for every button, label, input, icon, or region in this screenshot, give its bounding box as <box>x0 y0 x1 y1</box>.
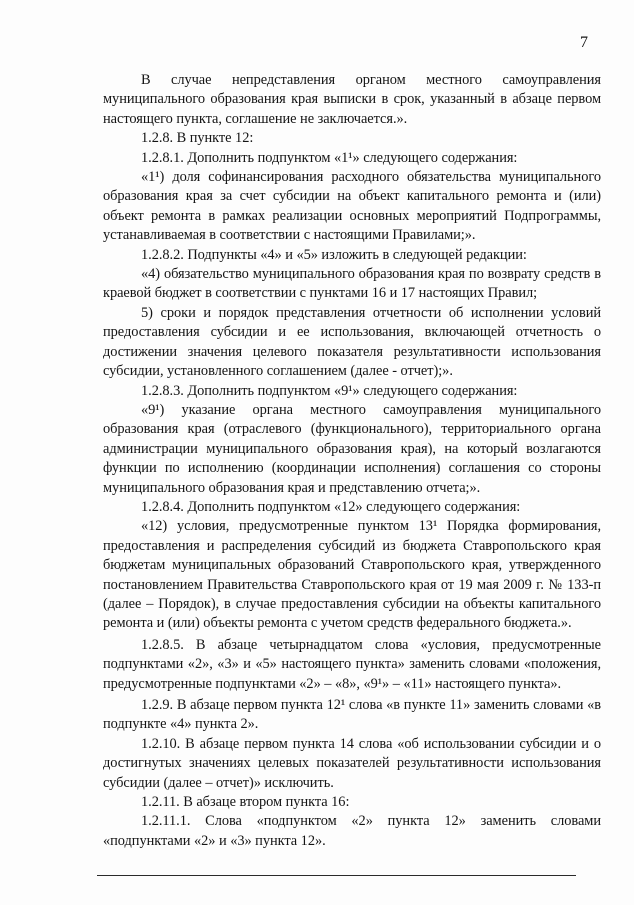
paragraph: 1.2.11. В абзаце втором пункта 16: <box>141 794 350 811</box>
paragraph: 1.2.10. В абзаце первом пункта 14 слова «об использовании субсидии и о достигнутых значениях целевых показателей результативности использования субсидии (далее – отчет)» исключить. <box>103 735 601 791</box>
document-body <box>103 71 601 851</box>
paragraph: «4) обязательство муниципального образования края по возврату средств в краевой бюджет в соответствии с пунктами 16 и 17 настоящих Правил; <box>103 266 601 302</box>
paragraph: 1.2.8.1. Дополнить подпунктом «1¹» следующего содержания: <box>141 149 518 166</box>
paragraph: 1.2.8.4. Дополнить подпунктом «12» следующего содержания: <box>141 498 521 515</box>
paragraph: 1.2.11.1. Слова «подпунктом «2» пункта 12» заменить словами «подпунктами «2» и «3» пункта 12». <box>103 813 601 849</box>
footer-divider <box>97 875 576 876</box>
paragraph: В случае непредставления органом местного самоуправления муниципального образования края выписки в срок, указанный в абзаце первом настоящего пункта, соглашение не заключается.». <box>103 72 601 127</box>
paragraph: 1.2.9. В абзаце первом пункта 12¹ слова «в пункте 11» заменить словами «в подпункте «4» пункта 2». <box>103 697 601 733</box>
paragraph: «1¹) доля софинансирования расходного обязательства муниципального образования края за счет субсидии на объект капитального ремонта и (или) объект ремонта в рамках реализации основных мероприятий Подпрограммы, устанавливаемая в соответствии с настоящими Правилами;». <box>103 169 601 244</box>
page-number: 7 <box>580 34 588 51</box>
paragraph: 1.2.8.3. Дополнить подпунктом «9¹» следующего содержания: <box>141 382 518 399</box>
paragraph: 1.2.8.5. В абзаце четырнадцатом слова «условия, предусмотренные подпунктами «2», «3» и «5» настоящего пункта» заменить словами «положения, предусмотренные подпунктами «2» – «8», «9¹» – «11» настоящего пункта». <box>103 636 601 692</box>
paragraph: «9¹) указание органа местного самоуправления муниципального образования края (отраслевого (функционального), территориального органа администрации муниципального образования края), на который возлагаются функции по исполнению (координации исполнения) соглашения со стороны муниципального образования края и представлению отчета;». <box>103 401 601 496</box>
paragraph: 1.2.8. В пункте 12: <box>141 130 254 147</box>
paragraph: «12) условия, предусмотренные пунктом 13¹ Порядка формирования, предоставления и распределения субсидий из бюджета Ставропольского края бюджетам муниципальных образований Ставропольского края, утвержденного постановлением Правительства Ставропольского края от 19 мая 2009 г. № 133-п (далее – Порядок), в случае предоставления субсидии на объекты капитального ремонта и (или) объекты ремонта с учетом средств федерального бюджета.». <box>103 518 601 632</box>
paragraph: 1.2.8.2. Подпункты «4» и «5» изложить в следующей редакции: <box>141 246 527 263</box>
paragraph: 5) сроки и порядок представления отчетности об исполнении условий предоставления субсидии и ее использования, включающей отчетность о достижении значения целевого показателя результативности использования субсидии, установленного соглашением (далее - отчет);». <box>103 304 601 380</box>
